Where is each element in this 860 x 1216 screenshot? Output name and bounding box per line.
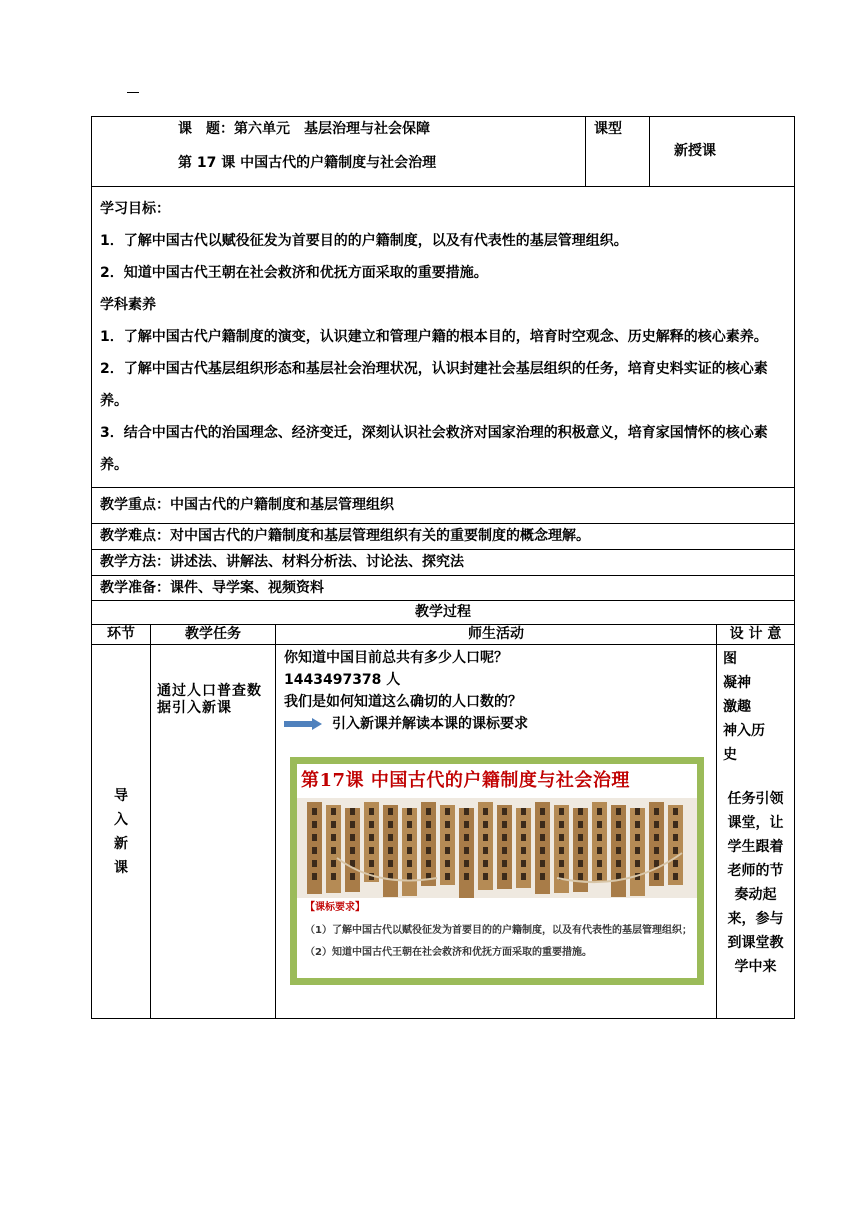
col-task-header: 教学任务 [151, 625, 276, 645]
preparation: 教学准备：课件、导学案、视频资料 [92, 576, 795, 601]
lesson-title: 第 17 课 中国古代的户籍制度与社会治理 [178, 155, 437, 171]
task-cell [151, 645, 276, 1019]
stage-label: 导入新课 [114, 787, 128, 876]
lesson-plan-table [91, 116, 795, 1019]
difficulty: 教学难点：对中国古代的户籍制度和基层管理组织有关的重要制度的概念理解。 [92, 524, 795, 550]
type-value: 新授课 [650, 117, 795, 187]
methods: 教学方法：讲述法、讲解法、材料分析法、讨论法、探究法 [92, 550, 795, 576]
goal-item: 2．知道中国古代王朝在社会救济和优抚方面采取的重要措施。 [100, 265, 488, 281]
key-point: 教学重点：中国古代的户籍制度和基层管理组织 [92, 488, 795, 524]
header-dash [127, 92, 139, 93]
learning-goals [92, 187, 795, 488]
right-arrow-icon [284, 718, 324, 730]
literacy-heading: 学科素养 [100, 297, 156, 313]
req-list [305, 920, 695, 964]
literacy-item: 2．了解中国古代基层组织形态和基层社会治理状况，认识封建社会基层组织的任务，培育史料实证的核心素养。 [100, 361, 768, 409]
activity-population: 1443497378 人 [284, 672, 401, 688]
design-line: 激趣 [723, 699, 752, 715]
req-item: （2）知道中国古代王朝在社会救济和优抚方面采取的重要措施。 [305, 947, 592, 958]
literacy-item: 3．结合中国古代的治国理念、经济变迁，深刻认识社会救济对国家治理的积极意义，培育家国情怀的核心素养。 [100, 425, 768, 473]
design-line: 图 [723, 651, 738, 667]
lesson-title-cell [92, 117, 586, 187]
design-line: 凝神 [723, 675, 752, 691]
design-line: 神入历 [723, 723, 766, 739]
bamboo-slips-image [297, 798, 697, 898]
activity-cell [276, 645, 717, 1019]
req-title: 【课标要求】 [305, 902, 365, 913]
literacy-item: 1．了解中国古代户籍制度的演变，认识建立和管理户籍的根本目的，培育时空观念、历史解释的核心素养。 [100, 329, 768, 345]
arrow-line [284, 713, 708, 735]
unit-title: 课 题：第六单元 基层治理与社会保障 [178, 121, 430, 137]
col-stage-header: 环节 [92, 625, 151, 645]
type-label: 课型 [586, 117, 650, 187]
goal-item: 1．了解中国古代以赋役征发为首要目的的户籍制度，以及有代表性的基层管理组织。 [100, 233, 628, 249]
process-heading: 教学过程 [92, 601, 795, 625]
slide-title: 第17课 中国古代的户籍制度与社会治理 [301, 770, 630, 791]
activity-question: 你知道中国目前总共有多少人口呢？ [284, 650, 508, 666]
design-text: 任务引领课堂，让学生跟着老师的节奏动起来，参与到课堂教学中来 [727, 791, 784, 975]
activity-question-2: 我们是如何知道这么确切的人口数的？ [284, 694, 522, 710]
arrow-text: 引入新课并解读本课的课标要求 [332, 716, 528, 732]
task-label: 通过人口普查数据引入新课 [157, 683, 262, 716]
design-cell [717, 645, 795, 1019]
col-design-header: 设 计 意 [717, 625, 795, 645]
col-activity-header: 师生活动 [276, 625, 717, 645]
goals-heading: 学习目标： [100, 201, 170, 217]
req-item: （1）了解中国古代以赋役征发为首要目的的户籍制度，以及有代表性的基层管理组织； [305, 925, 692, 936]
design-line: 史 [723, 747, 738, 763]
stage-cell [92, 645, 151, 1019]
slide-image [290, 757, 704, 985]
